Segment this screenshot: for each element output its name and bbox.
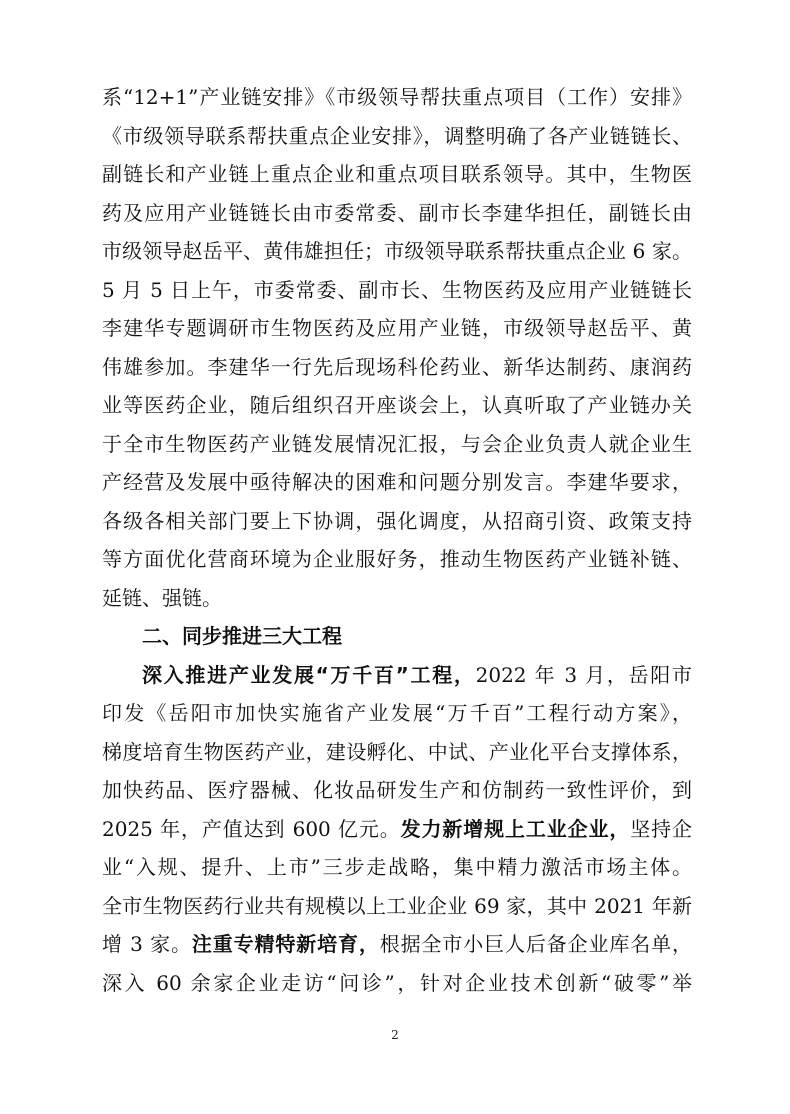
text-line: 副链长和产业链上重点企业和重点项目联系领导。其中，生物医 bbox=[102, 162, 692, 186]
text-line: 全市生物医药行业共有规模以上工业企业 69 家，其中 2021 年新 bbox=[102, 893, 692, 918]
page-number: 2 bbox=[391, 1028, 399, 1042]
text-line: 延链、强链。 bbox=[102, 585, 222, 610]
section-heading: 二、同步推进三大工程 bbox=[142, 624, 342, 648]
text-line: 深入 60 余家企业走访“问诊”，针对企业技术创新“破零”举 bbox=[102, 970, 692, 995]
text-line: 业等医药企业，随后组织召开座谈会上，认真听取了产业链办关 bbox=[102, 393, 692, 417]
text-line: 5 月 5 日上午，市委常委、副市长、生物医药及应用产业链链长 bbox=[102, 277, 692, 302]
text-line: 李建华专题调研市生物医药及应用产业链，市级领导赵岳平、黄 bbox=[102, 316, 692, 340]
text-line: 市级领导赵岳平、黄伟雄担任；市级领导联系帮扶重点企业 6 家。 bbox=[102, 239, 692, 263]
text-line: 《市级领导联系帮扶重点企业安排》，调整明确了各产业链链长、 bbox=[102, 123, 692, 148]
text-run: 2022 年 3 月，岳阳市 bbox=[475, 662, 692, 687]
text-line bbox=[102, 656, 692, 695]
document-body bbox=[102, 78, 692, 1002]
text-line bbox=[102, 925, 692, 964]
bold-lead: 注重专精特新培育， bbox=[191, 932, 380, 956]
text-line: 梯度培育生物医药产业，建设孵化、中试、产业化平台支撑体系， bbox=[102, 739, 692, 764]
text-line: 药及应用产业链链长由市委常委、副市长李建华担任，副链长由 bbox=[102, 200, 692, 225]
text-line: 于全市生物医药产业链发展情况汇报，与会企业负责人就企业生 bbox=[102, 431, 692, 456]
text-line: 加快药品、医疗器械、化妆品研发生产和仿制药一致性评价，到 bbox=[102, 778, 692, 802]
text-line: 业“入规、提升、上市”三步走战略，集中精力激活市场主体。 bbox=[102, 855, 692, 879]
text-line bbox=[102, 810, 692, 849]
text-run: 根据全市小巨人后备企业库名单， bbox=[379, 932, 692, 956]
text-line: 产经营及发展中亟待解决的困难和问题分别发言。李建华要求， bbox=[102, 470, 692, 494]
text-run: 增 3 家。 bbox=[102, 932, 192, 956]
text-run: 坚持企 bbox=[630, 816, 692, 841]
bold-lead: 深入推进产业发展“万千百”工程， bbox=[142, 662, 476, 687]
text-line: 印发《岳阳市加快实施省产业发展“万千百”工程行动方案》， bbox=[102, 701, 692, 725]
text-line: 等方面优化营商环境为企业服好务，推动生物医药产业链补链、 bbox=[102, 547, 692, 571]
bold-lead: 发力新增规上工业企业， bbox=[400, 816, 631, 841]
text-line: 各级各相关部门要上下协调，强化调度，从招商引资、政策支持 bbox=[102, 508, 692, 533]
text-line: 系“12+1”产业链安排》《市级领导帮扶重点项目（工作）安排》 bbox=[102, 85, 692, 109]
text-run: 2025 年，产值达到 600 亿元。 bbox=[102, 816, 401, 841]
text-line: 伟雄参加。李建华一行先后现场科伦药业、新华达制药、康润药 bbox=[102, 354, 692, 379]
